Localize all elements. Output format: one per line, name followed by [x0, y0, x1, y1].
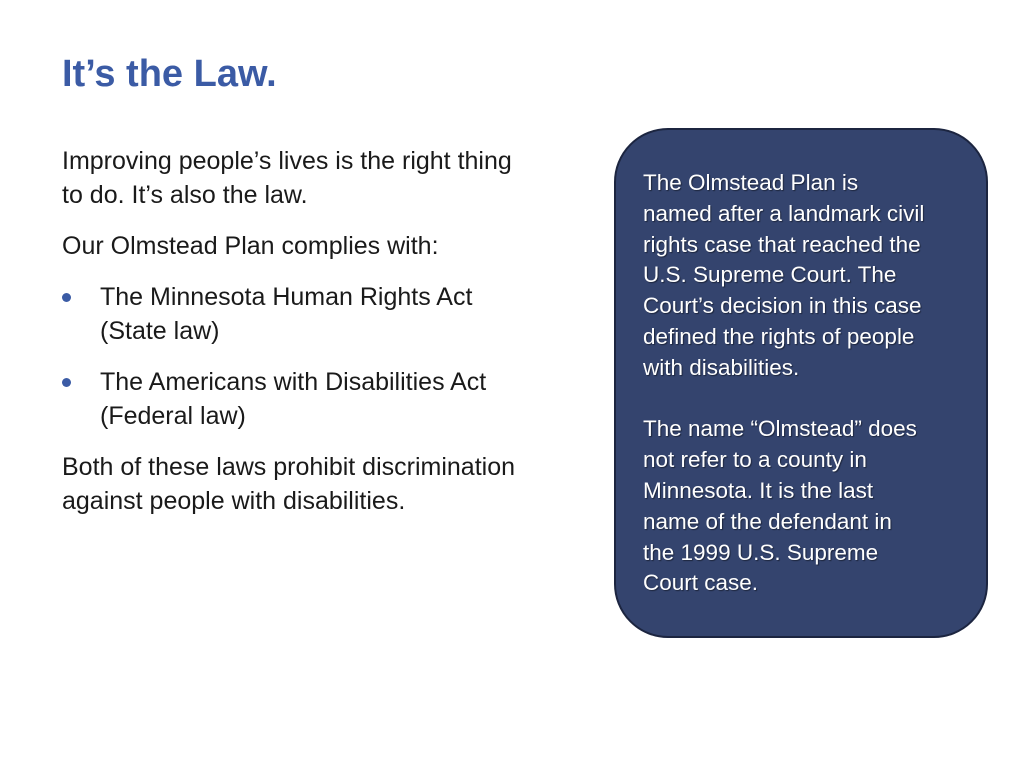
callout-line: name of the defendant in — [643, 508, 892, 534]
law-type: (Federal law) — [100, 402, 246, 430]
slide-title: It’s the Law. — [62, 53, 277, 95]
callout-line: the 1999 U.S. Supreme — [643, 539, 879, 565]
callout-line: Court case. — [643, 570, 759, 596]
intro-line-2: to do. It’s also the law. — [62, 181, 308, 209]
law-type: (State law) — [100, 317, 220, 345]
list-item — [62, 280, 592, 348]
intro-line-1: Improving people’s lives is the right thing — [62, 147, 512, 175]
callout-paragraph-case — [643, 168, 964, 384]
bullet-dot-icon — [62, 293, 71, 302]
conclusion-paragraph — [62, 450, 592, 518]
callout-line: The Olmstead Plan is — [643, 170, 859, 195]
callout-line: U.S. Supreme Court. The — [643, 262, 897, 288]
law-name: The Americans with Disabilities Act — [100, 368, 487, 396]
conclusion-line-1: Both of these laws prohibit discrimination — [62, 453, 516, 481]
list-item — [62, 365, 592, 433]
intro-paragraph — [62, 144, 592, 212]
main-content — [62, 144, 592, 535]
callout-line: Minnesota. It is the last — [643, 477, 874, 503]
bullet-dot-icon — [62, 378, 71, 387]
callout-paragraph-name — [643, 414, 964, 599]
laws-list — [62, 280, 592, 433]
callout-line: named after a landmark civil — [643, 200, 925, 226]
callout-line: The name “Olmstead” does — [643, 416, 917, 442]
info-callout-box — [614, 128, 988, 638]
callout-line: defined the rights of people — [643, 323, 915, 349]
callout-line: rights case that reached the — [643, 231, 921, 257]
callout-line: with disabilities. — [643, 354, 800, 380]
law-name: The Minnesota Human Rights Act — [100, 283, 473, 311]
conclusion-line-2: against people with disabilities. — [62, 487, 406, 515]
complies-with-paragraph: Our Olmstead Plan complies with: — [62, 232, 439, 260]
callout-line: not refer to a county in — [643, 447, 867, 473]
callout-line: Court’s decision in this case — [643, 293, 922, 319]
